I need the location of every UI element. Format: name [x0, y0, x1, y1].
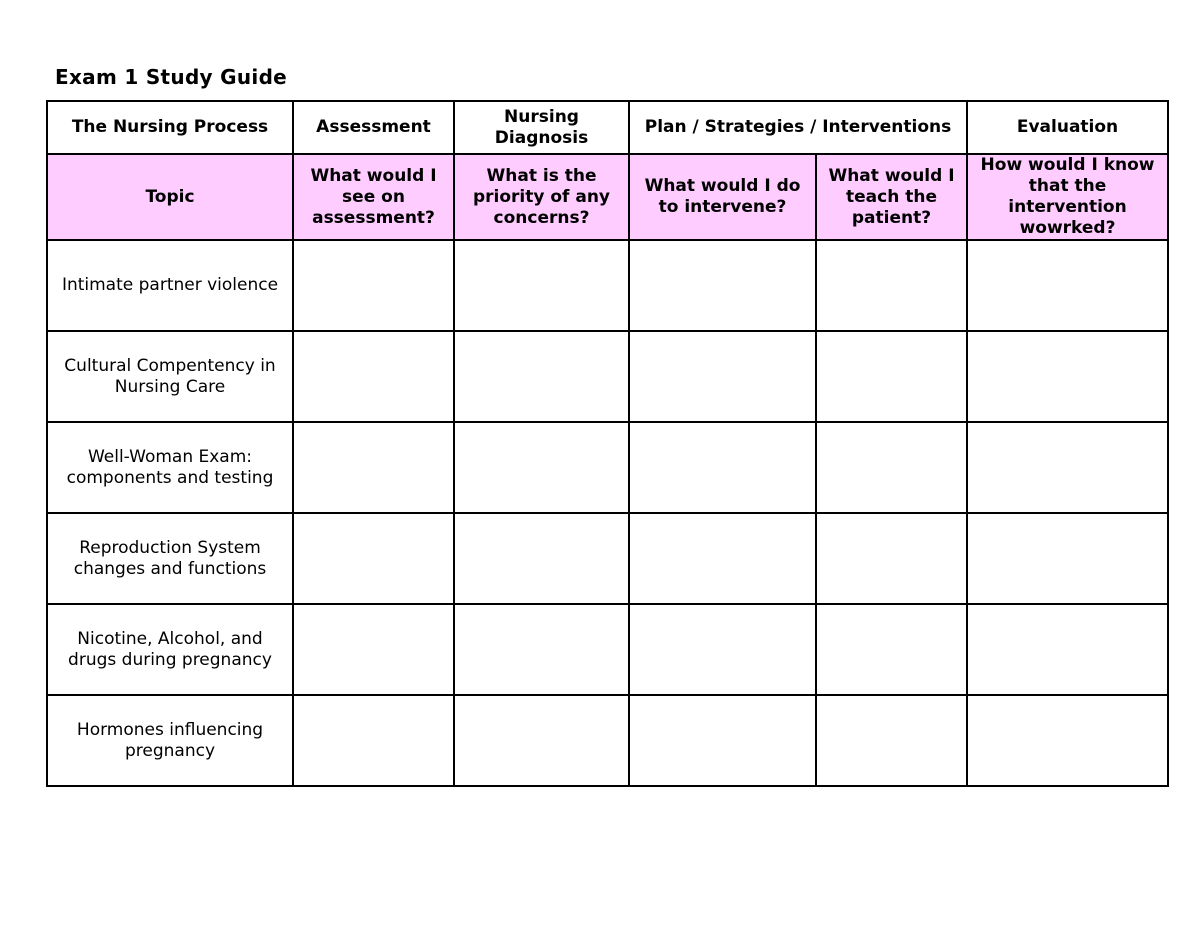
evaluation-cell[interactable]	[967, 331, 1168, 422]
intervene-cell[interactable]	[629, 422, 816, 513]
teach-cell[interactable]	[816, 240, 967, 331]
document-title: Exam 1 Study Guide	[55, 65, 288, 89]
topic-cell: Nicotine, Alcohol, and drugs during pregnancy	[47, 604, 293, 695]
diagnosis-cell[interactable]	[454, 422, 629, 513]
teach-cell[interactable]	[816, 422, 967, 513]
assessment-cell[interactable]	[293, 513, 454, 604]
assessment-question: What would I see on assessment?	[293, 154, 454, 240]
topic-row	[47, 695, 1168, 786]
diagnosis-cell[interactable]	[454, 604, 629, 695]
teach-cell[interactable]	[816, 513, 967, 604]
topic-cell: Reproduction System changes and functions	[47, 513, 293, 604]
teach-question: What would I teach the patient?	[816, 154, 967, 240]
evaluation-cell[interactable]	[967, 604, 1168, 695]
assessment-cell[interactable]	[293, 331, 454, 422]
diagnosis-question: What is the priority of any concerns?	[454, 154, 629, 240]
plan-strategies-header: Plan / Strategies / Interventions	[629, 101, 967, 154]
assessment-cell[interactable]	[293, 422, 454, 513]
diagnosis-cell[interactable]	[454, 695, 629, 786]
evaluation-cell[interactable]	[967, 422, 1168, 513]
evaluation-cell[interactable]	[967, 240, 1168, 331]
assessment-cell[interactable]	[293, 604, 454, 695]
topic-row	[47, 331, 1168, 422]
intervene-cell[interactable]	[629, 695, 816, 786]
diagnosis-cell[interactable]	[454, 513, 629, 604]
nursing-diagnosis-header: Nursing Diagnosis	[454, 101, 629, 154]
topic-row	[47, 604, 1168, 695]
topic-cell: Hormones influencing pregnancy	[47, 695, 293, 786]
evaluation-cell[interactable]	[967, 695, 1168, 786]
topic-cell: Cultural Compentency in Nursing Care	[47, 331, 293, 422]
evaluation-question: How would I know that the intervention wowrked?	[967, 154, 1168, 240]
assessment-header: Assessment	[293, 101, 454, 154]
nursing-process-header-row	[47, 101, 1168, 154]
topic-header: Topic	[47, 154, 293, 240]
topic-cell: Well-Woman Exam: components and testing	[47, 422, 293, 513]
intervene-cell[interactable]	[629, 513, 816, 604]
diagnosis-cell[interactable]	[454, 240, 629, 331]
topic-row	[47, 513, 1168, 604]
topic-cell: Intimate partner violence	[47, 240, 293, 331]
intervene-cell[interactable]	[629, 604, 816, 695]
teach-cell[interactable]	[816, 331, 967, 422]
evaluation-header: Evaluation	[967, 101, 1168, 154]
teach-cell[interactable]	[816, 604, 967, 695]
assessment-cell[interactable]	[293, 695, 454, 786]
topic-row	[47, 422, 1168, 513]
guiding-questions-row	[47, 154, 1168, 240]
topic-row	[47, 240, 1168, 331]
evaluation-cell[interactable]	[967, 513, 1168, 604]
intervene-cell[interactable]	[629, 331, 816, 422]
intervene-question: What would I do to intervene?	[629, 154, 816, 240]
nursing-process-label: The Nursing Process	[47, 101, 293, 154]
study-guide-table	[46, 100, 1169, 787]
intervene-cell[interactable]	[629, 240, 816, 331]
diagnosis-cell[interactable]	[454, 331, 629, 422]
assessment-cell[interactable]	[293, 240, 454, 331]
teach-cell[interactable]	[816, 695, 967, 786]
